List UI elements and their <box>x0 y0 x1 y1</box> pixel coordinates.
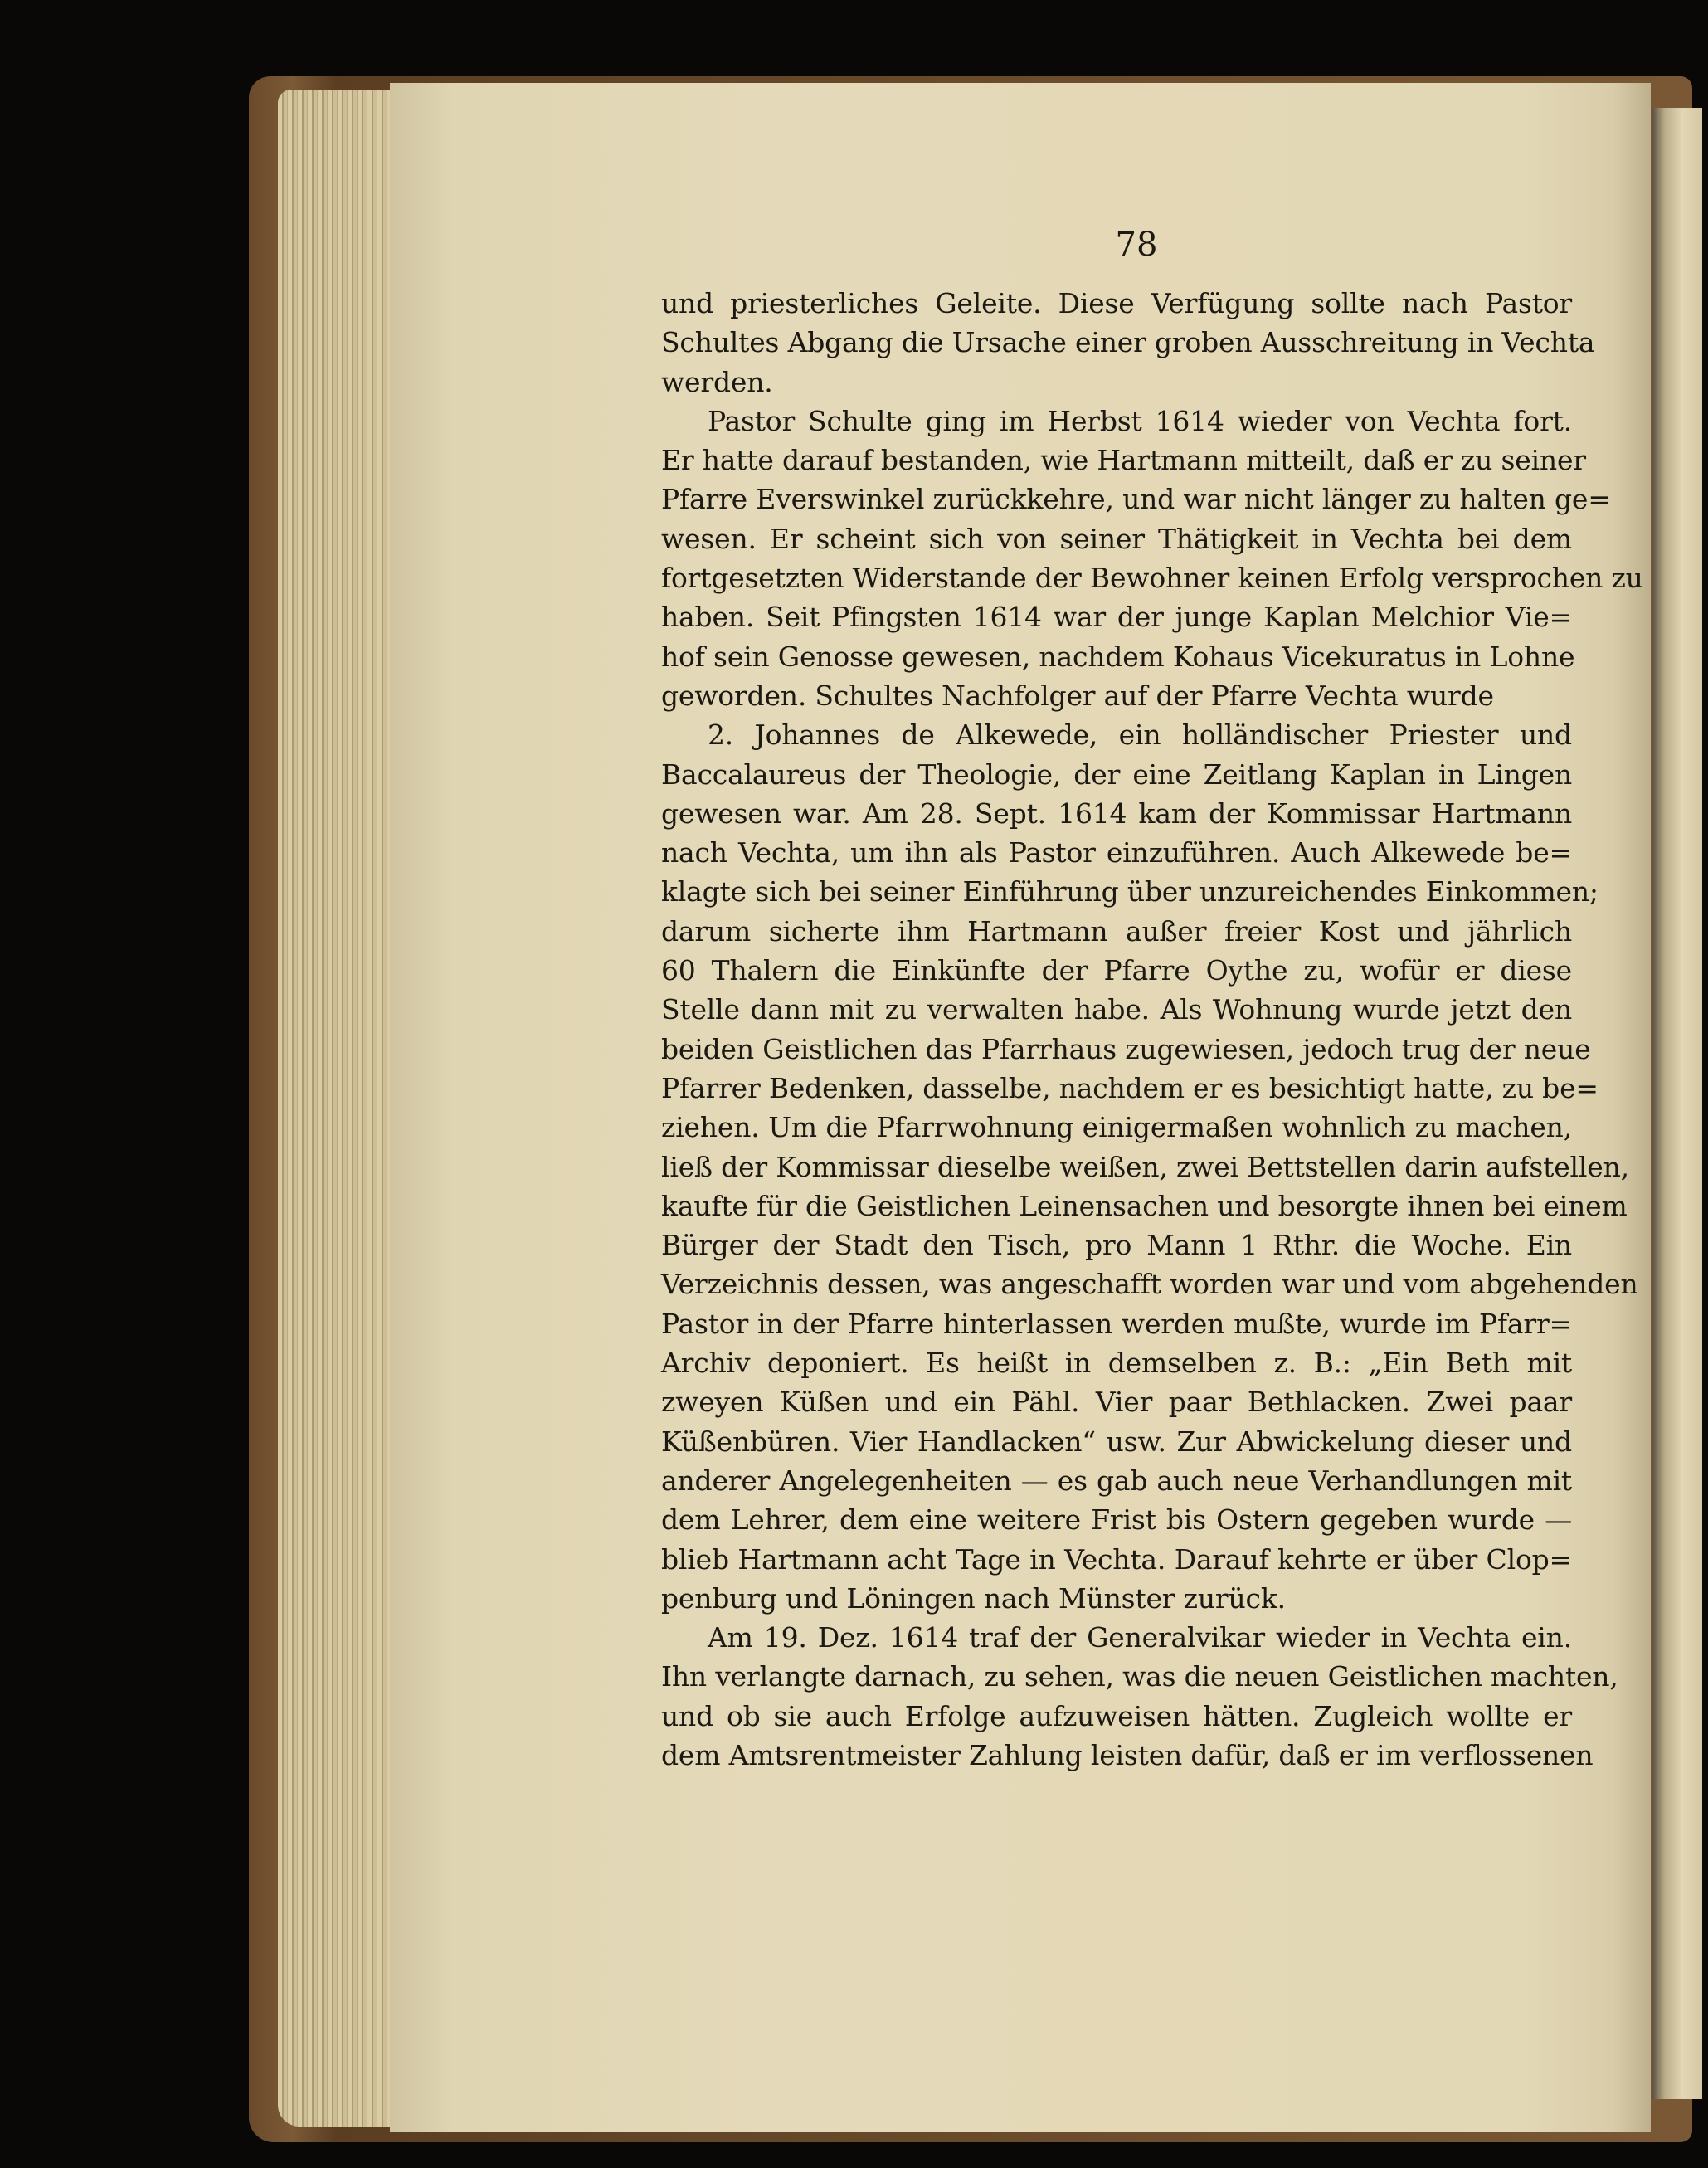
text-line: werden. <box>661 365 773 398</box>
facing-page-edge <box>1652 108 1702 2099</box>
body-text <box>661 284 1643 1775</box>
text-line: penburg und Löningen nach Münster zurück. <box>661 1581 1286 1615</box>
text-line: beiden Geistlichen das Pfarrhaus zugewiesen, jedoch trug der neue <box>661 1032 1591 1065</box>
text-line: fortgesetzten Widerstande der Bewohner keinen Erfolg versprochen zu <box>661 562 1643 595</box>
text-line: Pfarre Everswinkel zurückkehre, und war nicht länger zu halten ge= <box>661 483 1611 516</box>
text-line: zweyen Küßen und ein Pähl. Vier paar Bethlacken. Zwei paar <box>661 1386 1572 1419</box>
text-line: Am 19. Dez. 1614 traf der Generalvikar wieder in Vechta ein. <box>708 1621 1572 1654</box>
text-line: haben. Seit Pfingsten 1614 war der junge Kaplan Melchior Vie= <box>661 601 1572 634</box>
text-line: Er hatte darauf bestanden, wie Hartmann mitteilt, daß er zu seiner <box>661 444 1586 477</box>
text-line: darum sicherte ihm Hartmann außer freier Kost und jährlich <box>661 914 1572 948</box>
text-line: Bürger der Stadt den Tisch, pro Mann 1 Rthr. die Woche. Ein <box>661 1229 1572 1262</box>
text-line: 2. Johannes de Alkewede, ein holländischer Priester und <box>708 719 1572 752</box>
text-line: Schultes Abgang die Ursache einer groben Ausschreitung in Vechta <box>661 326 1595 359</box>
text-line: ziehen. Um die Pfarrwohnung einigermaßen wohnlich zu machen, <box>661 1111 1572 1144</box>
text-line: Pastor in der Pfarre hinterlassen werden mußte, wurde im Pfarr= <box>661 1307 1572 1340</box>
page-number: 78 <box>1115 226 1158 264</box>
text-line: ließ der Kommissar dieselbe weißen, zwei Bettstellen darin aufstellen, <box>661 1150 1629 1183</box>
text-line: und priesterliches Geleite. Diese Verfügung sollte nach Pastor <box>661 287 1572 319</box>
text-line: kaufte für die Geistlichen Leinensachen und besorgte ihnen bei einem <box>661 1189 1628 1222</box>
text-line: 60 Thalern die Einkünfte der Pfarre Oythe zu, wofür er diese <box>661 954 1572 987</box>
text-line: Baccalaureus der Theologie, der eine Zeitlang Kaplan in Lingen <box>661 758 1572 791</box>
text-line: nach Vechta, um ihn als Pastor einzuführen. Auch Alkewede be= <box>661 836 1572 870</box>
text-line: anderer Angelegenheiten — es gab auch neue Verhandlungen mit <box>661 1464 1572 1497</box>
text-line: Ihn verlangte darnach, zu sehen, was die neuen Geistlichen machten, <box>661 1660 1618 1693</box>
text-line: dem Amtsrentmeister Zahlung leisten dafür, daß er im verflossenen <box>661 1738 1594 1771</box>
page-edges <box>278 90 402 2127</box>
text-line: und ob sie auch Erfolge aufzuweisen hätten. Zugleich wollte er <box>661 1699 1572 1732</box>
text-line: wesen. Er scheint sich von seiner Thätigkeit in Vechta bei dem <box>661 522 1572 555</box>
text-line: Pastor Schulte ging im Herbst 1614 wieder von Vechta fort. <box>708 404 1572 437</box>
text-line: Stelle dann mit zu verwalten habe. Als Wohnung wurde jetzt den <box>661 993 1572 1026</box>
text-line: hof sein Genosse gewesen, nachdem Kohaus Vicekuratus in Lohne <box>661 640 1575 673</box>
text-line: Pfarrer Bedenken, dasselbe, nachdem er es besichtigt hatte, zu be= <box>661 1071 1599 1104</box>
text-line: dem Lehrer, dem eine weitere Frist bis Ostern gegeben wurde — <box>661 1503 1572 1537</box>
text-line: gewesen war. Am 28. Sept. 1614 kam der Kommissar Hartmann <box>661 797 1572 830</box>
text-line: Verzeichnis dessen, was angeschafft worden war und vom abgehenden <box>661 1268 1638 1301</box>
text-line: geworden. Schultes Nachfolger auf der Pfarre Vechta wurde <box>661 679 1494 712</box>
text-line: Archiv deponiert. Es heißt in demselben z. B.: „Ein Beth mit <box>661 1347 1572 1380</box>
text-line: Küßenbüren. Vier Handlacken“ usw. Zur Abwickelung dieser und <box>661 1425 1572 1458</box>
text-line: klagte sich bei seiner Einführung über unzureichendes Einkommen; <box>661 875 1599 909</box>
text-line: blieb Hartmann acht Tage in Vechta. Darauf kehrte er über Clop= <box>661 1542 1572 1576</box>
